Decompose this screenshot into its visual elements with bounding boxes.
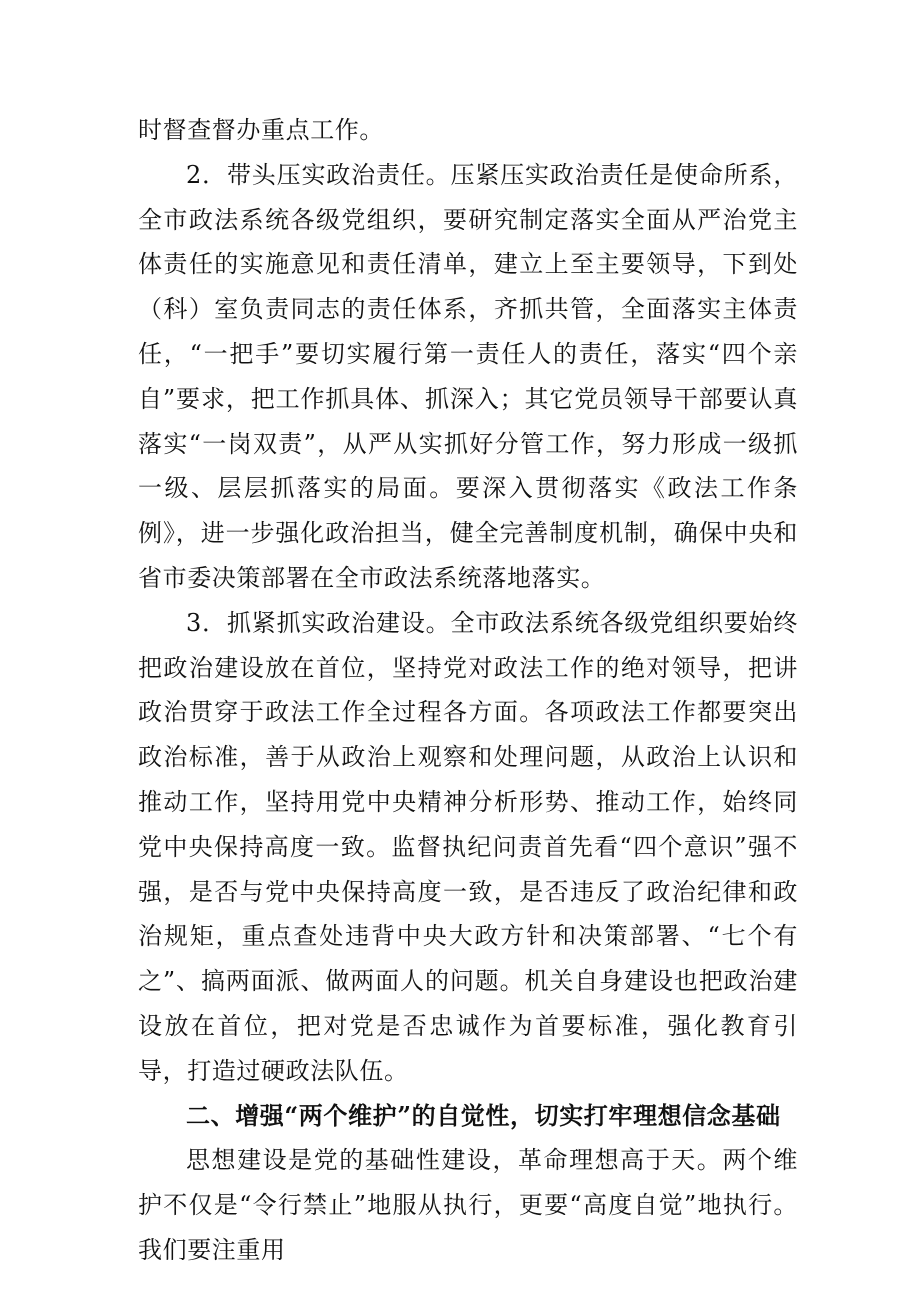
section-heading-2: 二、增强“两个维护”的自觉性，切实打牢理想信念基础	[186, 1100, 781, 1130]
paragraph-3	[138, 601, 798, 1094]
paragraph-3-lead: 3．抓紧抓实政治建设。	[186, 608, 451, 637]
paragraph-2-lead: 2．带头压实政治责任。	[186, 160, 451, 189]
paragraph-2	[138, 153, 798, 601]
paragraph-2-body: 压紧压实政治责任是使命所系，全市政法系统各级党组织，要研究制定落实全面从严治党主体责任的实施意见和责任清单，建立上至主要领导，下到处（科）室负责同志的责任体系，齐抓共管，全面落实主体责任，“一把手”要切实履行第一责任人的责任，落实“四个亲自”要求，把工作抓具体、抓深入；其它党员领导干部要认真落实“一岗双责”，从严从实抓好分管工作，努力形成一级抓一级、层层抓落实的局面。要深入贯彻落实《政法工作条例》，进一步强化政治担当，健全完善制度机制，确保中央和省市委决策部署在全市政法系统落地落实。	[138, 160, 798, 592]
paragraph-4: 思想建设是党的基础性建设，革命理想高于天。两个维护不仅是“令行禁止”地服从执行，更要“高度自觉”地执行。我们要注重用	[138, 1146, 798, 1264]
paragraph-3-body: 全市政法系统各级党组织要始终把政治建设放在首位，坚持党对政法工作的绝对领导，把讲政治贯穿于政法工作全过程各方面。各项政法工作都要突出政治标准，善于从政治上观察和处理问题，从政治上认识和推动工作，坚持用党中央精神分析形势、推动工作，始终同党中央保持高度一致。监督执纪问责首先看“四个意识”强不强，是否与党中央保持高度一致，是否违反了政治纪律和政治规矩，重点查处违背中央大政方针和决策部署、“七个有之”、搞两面派、做两面人的问题。机关自身建设也把政治建设放在首位，把对党是否忠诚作为首要标准，强化教育引导，打造过硬政法队伍。	[138, 608, 798, 1085]
paragraph-continued: 时督查督办重点工作。	[138, 116, 384, 144]
document-body	[138, 108, 798, 1273]
